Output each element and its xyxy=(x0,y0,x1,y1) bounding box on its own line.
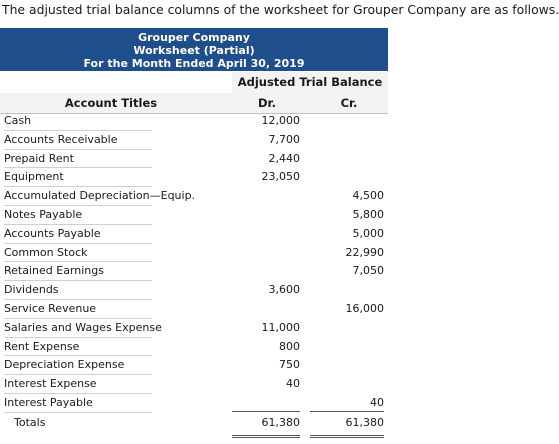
worksheet-header xyxy=(0,28,388,71)
credit-value: 5,800 xyxy=(352,207,384,221)
account-title: Service Revenue xyxy=(4,301,97,315)
table-row xyxy=(0,187,388,206)
table-row xyxy=(0,112,388,131)
account-title: Salaries and Wages Expense xyxy=(4,320,162,334)
debit-total-double-rule-2 xyxy=(232,437,300,438)
table-row xyxy=(0,206,388,225)
debit-value: 23,050 xyxy=(261,170,300,184)
credit-total: 61,380 xyxy=(345,416,384,429)
account-titles-heading: Account Titles xyxy=(64,96,158,110)
debit-total: 61,380 xyxy=(261,416,300,429)
credit-value: 16,000 xyxy=(345,301,384,315)
intro-text: The adjusted trial balance columns of the worksheet for Grouper Company are as follows. xyxy=(2,2,559,17)
account-rows xyxy=(0,112,388,413)
table-row xyxy=(0,319,388,338)
credit-value: 5,000 xyxy=(352,226,384,240)
account-title: Dividends xyxy=(4,283,59,297)
account-title: Accounts Receivable xyxy=(4,132,118,146)
table-row xyxy=(0,394,388,413)
table-row xyxy=(0,244,388,263)
account-title: Accumulated Depreciation—Equip. xyxy=(4,189,196,203)
credit-value: 22,990 xyxy=(345,245,384,259)
totals-row xyxy=(0,412,388,434)
table-row xyxy=(0,375,388,394)
worksheet-subtitle: Worksheet (Partial) xyxy=(133,44,255,57)
company-name: Grouper Company xyxy=(138,31,250,44)
totals-label: Totals xyxy=(14,416,46,429)
table-row xyxy=(0,300,388,319)
table-row xyxy=(0,150,388,169)
credit-value: 7,050 xyxy=(352,264,384,278)
credit-value: 4,500 xyxy=(352,189,384,203)
account-title: Interest Payable xyxy=(4,395,93,409)
table-row xyxy=(0,225,388,244)
account-title: Retained Earnings xyxy=(4,264,104,278)
table-row xyxy=(0,356,388,375)
debit-value: 11,000 xyxy=(261,320,300,334)
adjusted-trial-balance-heading: Adjusted Trial Balance xyxy=(232,72,388,94)
worksheet-period: For the Month Ended April 30, 2019 xyxy=(83,57,305,70)
credit-value: 40 xyxy=(370,395,384,409)
account-title: Interest Expense xyxy=(4,377,97,391)
debit-value: 800 xyxy=(279,339,300,353)
table-row xyxy=(0,168,388,187)
debit-value: 40 xyxy=(286,377,300,391)
credit-heading: Cr. xyxy=(340,96,358,110)
debit-value: 12,000 xyxy=(261,114,300,127)
account-title: Common Stock xyxy=(4,245,88,259)
table-row xyxy=(0,131,388,150)
account-title: Equipment xyxy=(4,170,64,184)
table-row xyxy=(0,338,388,357)
account-title: Notes Payable xyxy=(4,207,83,221)
table-row xyxy=(0,281,388,300)
account-title: Depreciation Expense xyxy=(4,358,125,372)
debit-value: 750 xyxy=(279,358,300,372)
debit-value: 3,600 xyxy=(268,283,300,297)
debit-heading: Dr. xyxy=(258,96,276,110)
account-title: Prepaid Rent xyxy=(4,151,74,165)
debit-total-double-rule-1 xyxy=(232,435,300,436)
debit-value: 7,700 xyxy=(268,132,300,146)
credit-total-double-rule-1 xyxy=(310,435,384,436)
account-title: Rent Expense xyxy=(4,339,80,353)
table-row xyxy=(0,262,388,281)
credit-total-double-rule-2 xyxy=(310,437,384,438)
debit-value: 2,440 xyxy=(268,151,300,165)
account-title: Accounts Payable xyxy=(4,226,101,240)
account-title: Cash xyxy=(4,114,32,127)
